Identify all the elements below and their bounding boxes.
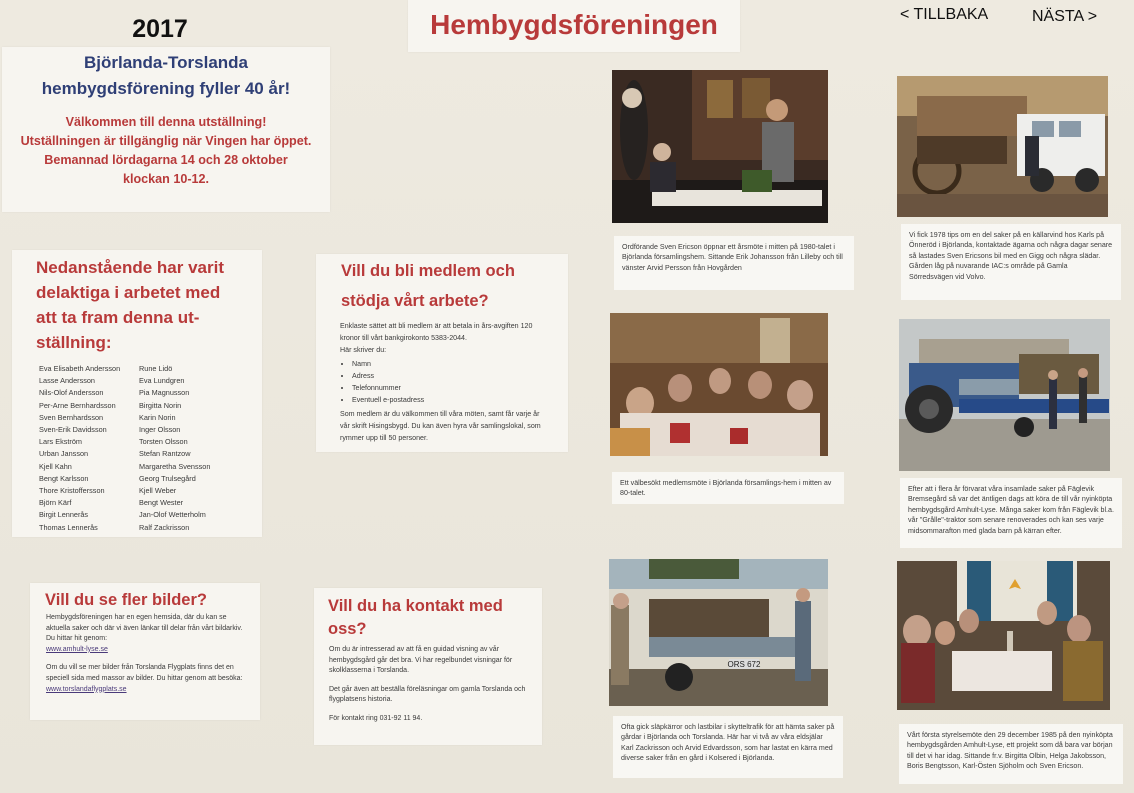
year-label: 2017 (132, 15, 188, 43)
contact-heading-1: Vill du ha kontakt med (328, 597, 503, 615)
contact-body (329, 645, 527, 725)
contributor-name: Rune Lidö (139, 364, 173, 373)
membership-body (340, 320, 550, 444)
contributor-name: Stefan Rantzow (139, 449, 191, 459)
photo-trailer (609, 559, 828, 706)
contributor-name: Urban Jansson (39, 449, 89, 459)
membership-list (352, 358, 550, 406)
more-photos-body (46, 613, 250, 695)
membership-heading-1: Vill du bli medlem och (341, 262, 515, 280)
contributors-heading-3: att ta fram denna ut- (36, 308, 200, 327)
title-card (408, 0, 740, 52)
contributor-name: Birgitta Norin (139, 400, 182, 410)
license-plate: ORS 672 (727, 660, 761, 669)
contributors-card (12, 250, 262, 537)
membership-heading-2: stödja vårt arbete? (341, 292, 489, 310)
year-label-card (100, 12, 220, 46)
list-item: • Adress (352, 370, 550, 382)
list-item: • Eventuell e-postadress (352, 394, 550, 406)
more-photos-text: Hembygdsföreningen har en egen hemsida, där du kan se aktuella saker och där vi även länkar till delar från vårt bildarkiv. Du hittar hit genom: (46, 614, 243, 643)
intro-line-3: Bemannad lördagarna 14 och 28 oktober (44, 153, 288, 167)
photo-tractor-image (899, 319, 1110, 471)
contributor-name: Thore Kristoffersson (39, 486, 105, 496)
contributor-name: Margaretha Svensson (139, 461, 211, 471)
contributor-name: Thomas Lennerås (39, 522, 98, 532)
photo-board-meeting-image (897, 561, 1110, 710)
membership-text: Här skriver du: (340, 346, 387, 354)
contributor-name: Kjell Weber (139, 486, 177, 496)
contributors-heading-1: Nedanstående har varit (36, 258, 225, 277)
photo-member-meeting-image (610, 313, 828, 456)
caption-annual-meeting: Ordförande Sven Ericson öppnar ett årsmöte i mitten på 1980-talet i Björlanda församlingshem. Sittande Erik Johansson från Lilleby och till vänster Arvid Persson från Hovgården (614, 236, 854, 290)
intro-headline-1: Björlanda-Torslanda (83, 53, 249, 72)
contact-card (314, 588, 542, 745)
list-item: • Telefonnummer (352, 382, 550, 394)
contributor-name: Ralf Zackrisson (139, 522, 190, 532)
contributor-name: Per-Arne Bernhardsson (39, 400, 116, 410)
contributor-name: Eva Elisabeth Andersson (39, 364, 121, 373)
caption-truck-gig: Vi fick 1978 tips om en del saker på en källarvind hos Karls på Önneröd i Björlanda, kontaktade ägarna och några dagar senare så lastades Sven Ericsons bil med en Gigg och några slädar. Gården låg på nuvarande IAC:s område på Gamla Sörredsvägen vid Volvo. (901, 224, 1121, 300)
contributor-name: Lars Ekström (39, 437, 82, 447)
contributors-heading-4: ställning: (36, 333, 112, 352)
contributor-name: Pia Magnusson (139, 388, 190, 398)
photo-truck-gig (897, 76, 1108, 217)
contact-text: Om du är intresserad av att få en guidad visning av vår hembygdsgård går det bra. Vi har regelbundet visningar för skolklasserna i Torslanda. (329, 646, 513, 675)
membership-text: Som medlem är du välkommen till våra möten, samt får varje år vår skrift Hisingsbygd. Du kan även hyra vår samlingslokal, som rymmer upp till 50 personer. (340, 410, 541, 442)
contributor-name: Karin Norin (139, 412, 176, 422)
back-link[interactable]: < TILLBAKA (900, 6, 989, 23)
contributor-name: Eva Lundgren (139, 376, 185, 386)
contributor-name: Nils-Olof Andersson (39, 388, 104, 398)
contributor-name: Inger Olsson (139, 425, 181, 435)
caption-trailer: Ofta gick släpkärror och lastbilar i skytteltrafik för att hämta saker på gårdar i Björlanda och Torslanda. Här har vi två av våra eldsjälar Karl Zackrisson och Arvid Edvardsson, som har lastat en kärra med diverse saker från en gård i Kolsered i Björlanda. (613, 716, 843, 778)
more-photos-heading: Vill du se fler bilder? (45, 591, 207, 609)
intro-card (2, 47, 330, 212)
contributor-name: Björn Kärf (39, 498, 72, 508)
membership-card (316, 254, 568, 452)
caption-board-meeting: Vårt första styrelsemöte den 29 december 1985 på den nyinköpta hembygdsgården Amhult-Lyse, ett projekt som då bara var början till det vi har idag. Sittande fr.v. Birgitta Olbin, Helga Jakobsson, Boris Bengtsson, Karl-Östen Sjöholm och Sven Ericson. (899, 724, 1123, 784)
page-title: Hembygdsföreningen (430, 9, 718, 40)
intro-line-1: Välkommen till denna utställning! (65, 115, 267, 129)
photo-board-meeting (897, 561, 1110, 710)
contributor-name: Jan-Olof Wetterholm (139, 510, 206, 520)
contributor-name: Bengt Karlsson (39, 473, 89, 483)
contributor-name: Sven Bernhardsson (39, 412, 104, 422)
contact-phone: För kontakt ring 031-92 11 94. (329, 714, 423, 722)
contributor-name: Kjell Kahn (39, 461, 72, 471)
intro-headline-2: hembygdsförening fyller 40 år! (41, 79, 291, 98)
photo-tractor (899, 319, 1110, 471)
contact-text: Det går även att beställa föreläsningar om gamla Torslanda och flygplatsens historia. (329, 685, 526, 704)
list-item: • Namn (352, 358, 550, 370)
caption-tractor: Efter att i flera år förvarat våra insamlade saker på Fäglevik Bremsegård så var det äntligen dags att köra de till vår nyinköpta hembygdsgård Amhult-Lyse. Många saker kom från Fäglevik bl.a. vår "Grålle"-traktor som senare renoverades och kan ses varje midsommarafton med glada barn på kärran efter. (900, 478, 1122, 548)
photo-truck-gig-image (897, 76, 1108, 217)
contributor-name: Lasse Andersson (39, 376, 95, 386)
caption-member-meeting: Ett välbesökt medlemsmöte i Björlanda församlings-hem i mitten av 80-talet. (612, 472, 844, 504)
photo-member-meeting (610, 313, 828, 456)
next-link[interactable]: NÄSTA > (1032, 8, 1098, 25)
intro-line-2: Utställningen är tillgänglig när Vingen har öppet. (20, 134, 312, 148)
intro-line-4: klockan 10-12. (122, 172, 210, 186)
contributors-column-2 (139, 363, 210, 534)
more-photos-card (30, 583, 260, 720)
membership-text: Enklaste sättet att bli medlem är att betala in års-avgiften 120 kronor till vårt bankgirokonto 5383-2044. (340, 322, 533, 342)
airport-link[interactable]: www.torslandaflygplats.se (46, 685, 127, 693)
contributor-name: Bengt Wester (139, 498, 184, 508)
contributor-name: Sven-Erik Davidsson (39, 425, 107, 435)
photo-annual-meeting-image (612, 70, 828, 223)
homepage-link[interactable]: www.amhult-lyse.se (46, 645, 108, 653)
contributor-name: Georg Trulsegård (139, 473, 196, 483)
contributor-name: Birgit Lennerås (39, 510, 89, 520)
contact-heading-2: oss? (328, 620, 367, 638)
contributors-heading-2: delaktiga i arbetet med (36, 283, 221, 302)
photo-trailer-image (609, 559, 828, 706)
photo-annual-meeting (612, 70, 828, 223)
contributors-column-1 (39, 363, 120, 534)
contributor-name: Torsten Olsson (139, 437, 188, 447)
more-photos-text: Om du vill se mer bilder från Torslanda Flygplats finns det en speciell sida med massor av bilder. Du hittar genom att besöka: (46, 664, 243, 682)
